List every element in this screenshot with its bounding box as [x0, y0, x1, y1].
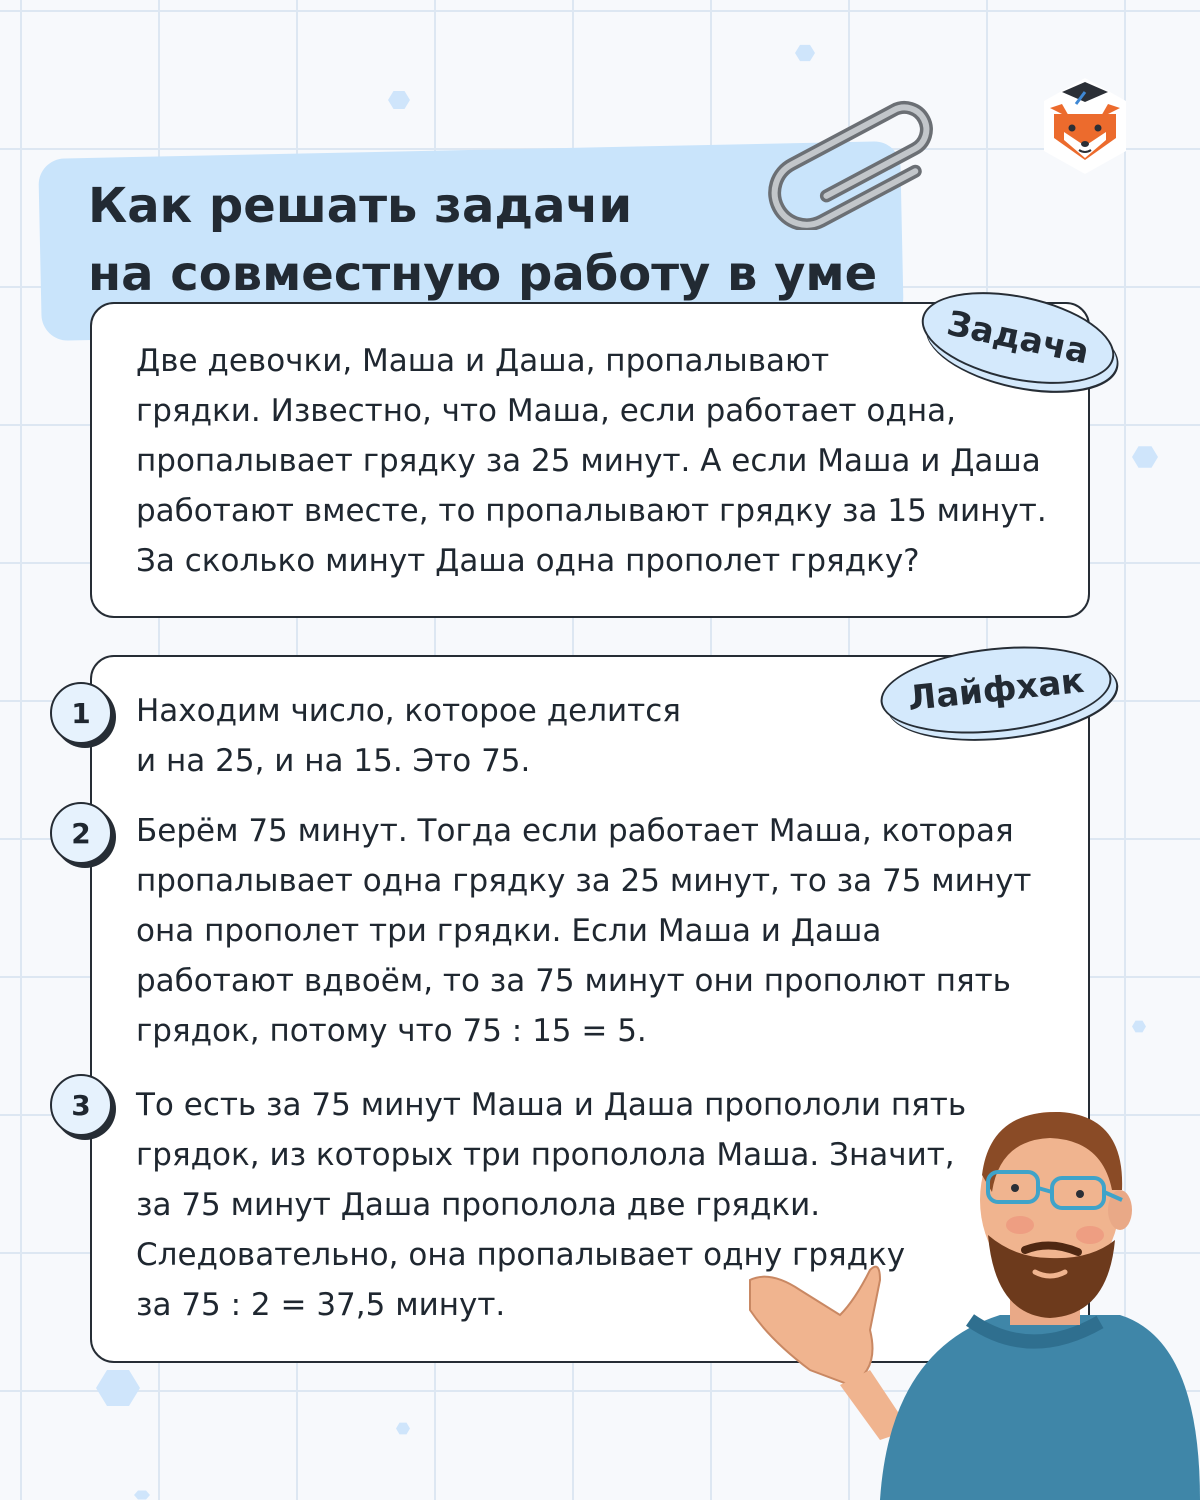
- step-line: Следовательно, она пропалывает одну грядку: [136, 1237, 906, 1273]
- title-line-1: Как решать задачи: [88, 178, 633, 234]
- step-text-2: [136, 806, 1076, 1056]
- task-line: работают вместе, то пропалывают грядку за 15 минут.: [136, 493, 1047, 529]
- fox-graduate-icon: [1040, 74, 1130, 178]
- step-line: грядок, потому что 75 : 15 = 5.: [136, 1013, 647, 1049]
- task-badge: Задача: [913, 277, 1122, 400]
- step-line: грядок, из которых три прополола Маша. Значит,: [136, 1137, 955, 1173]
- step-line: за 75 : 2 = 37,5 минут.: [136, 1287, 506, 1323]
- paperclip-icon: [750, 80, 950, 230]
- step-number-1: 1: [50, 682, 112, 744]
- hex-decoration: [388, 90, 410, 110]
- hex-decoration: [396, 1422, 410, 1435]
- step-line: за 75 минут Даша прополола две грядки.: [136, 1187, 821, 1223]
- task-line: пропалывает грядку за 25 минут. А если Маша и Даша: [136, 443, 1041, 479]
- step-line: работают вдвоём, то за 75 минут они прополют пять: [136, 963, 1011, 999]
- teacher-illustration: [730, 1100, 1200, 1500]
- task-line: грядки. Известно, что Маша, если работает одна,: [136, 393, 956, 429]
- lifehack-badge: Лайфхак: [876, 636, 1116, 744]
- task-line: Две девочки, Маша и Даша, пропалывают: [136, 343, 830, 379]
- step-line: Берём 75 минут. Тогда если работает Маша, которая: [136, 813, 1014, 849]
- hex-decoration: [1132, 1020, 1146, 1033]
- step-number-2: 2: [50, 802, 112, 864]
- hex-decoration: [795, 44, 815, 62]
- hex-decoration: [96, 1368, 140, 1408]
- step-text-1: [136, 686, 1076, 786]
- hex-decoration: [1132, 445, 1158, 469]
- step-line: и на 25, и на 15. Это 75.: [136, 743, 531, 779]
- hex-decoration: [134, 1490, 150, 1500]
- task-line: За сколько минут Даша одна прополет грядку?: [136, 543, 920, 579]
- step-line: Находим число, которое делится: [136, 693, 681, 729]
- step-number-3: 3: [50, 1074, 112, 1136]
- task-text: [136, 336, 1076, 586]
- step-line: она прополет три грядки. Если Маша и Даша: [136, 913, 882, 949]
- title-line-2: на совместную работу в уме: [88, 246, 878, 302]
- step-line: пропалывает одна грядку за 25 минут, то за 75 минут: [136, 863, 1032, 899]
- step-line: То есть за 75 минут Маша и Даша пропололи пять: [136, 1087, 967, 1123]
